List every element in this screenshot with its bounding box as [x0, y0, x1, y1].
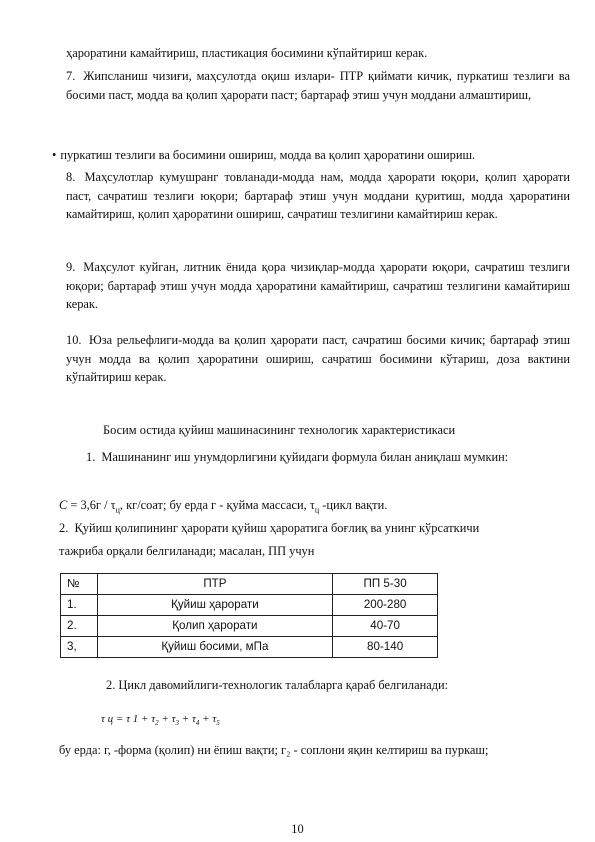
formula-text: , кг/соат; бу ерда г - қуйма массаси, τ: [119, 498, 315, 512]
item-number: 2.: [59, 521, 69, 535]
page-number: 10: [291, 822, 304, 836]
table-header-cell: ПП 5-30: [333, 574, 438, 595]
item-number: 9.: [66, 260, 76, 274]
table-cell: 200-280: [333, 595, 438, 616]
table-cell: Қолип ҳарорати: [97, 616, 333, 637]
table-row: [61, 595, 438, 616]
formula-subscript: 2: [155, 719, 159, 728]
item-number: 8.: [66, 170, 76, 184]
paragraph-text: Жипсланиш чизиғи, маҳсулотда оқиш излари- ПТР қиймати кичик, пуркатиш тезлиги ва босими паст, модда ва қолип ҳарорати паст; бартараф этиш учун моддани алмаштириш,: [66, 69, 570, 102]
paragraph-item-9: [66, 258, 570, 314]
formula-text: τ ц = τ 1 + τ: [101, 713, 156, 725]
table-cell: Қуйиш босими, мПа: [97, 637, 333, 658]
paragraph-item-10: [66, 331, 570, 387]
formula-subscript: ц: [115, 505, 120, 515]
paragraph-text: Юза рельефлиги-модда ва қолип ҳарорати паст, сачратиш босими кичик; бартараф этиш учун модда ва қолип ҳароратини ошириш, сачратиш босимини кўтариш, доза вактини кўпайтириш керак.: [66, 333, 571, 385]
bullet-item: [52, 146, 572, 165]
formula-subscript: 3: [175, 719, 180, 728]
table-cell: 40-70: [333, 616, 438, 637]
paragraph-item-7: [66, 67, 570, 104]
item-number: 7.: [66, 69, 76, 83]
formula-subscript: 5: [216, 719, 220, 728]
item-number: 10.: [66, 333, 82, 347]
item-number: 1.: [86, 450, 96, 464]
table-row: [61, 637, 438, 658]
formula-subscript: ц: [314, 505, 320, 515]
numbered-item-1: [86, 448, 570, 467]
paragraph-text: ҳароратини камайтириш, пластикация босимини кўпайтириш керак.: [66, 46, 428, 60]
formula-text: = 3,6г / τ: [67, 498, 116, 512]
table-cell: 1.: [61, 595, 98, 616]
formula-text: + τ: [158, 713, 176, 725]
paragraph-text: Машинанинг иш унумдорлигини қуйидаги формула билан аниқлаш мумкин:: [101, 450, 509, 464]
table-header-row: [61, 574, 438, 595]
definition-line: бу ерда: г, -форма (қолип) ни ёпиш вақти; г₂ - соплони яқин келтириш ва пуркаш;: [59, 743, 489, 757]
table-cell: 80-140: [333, 637, 438, 658]
table-cell: 3,: [61, 637, 98, 658]
paragraph-text: Қуйиш қолипининг ҳарорати қуйиш ҳароратига боғлиқ ва унинг кўрсаткичи: [74, 521, 480, 535]
cycle-heading: 2. Цикл давомийлиги-технологик талабларга қараб белгиланади:: [106, 678, 449, 692]
numbered-item-2-line1: [59, 519, 479, 538]
formula-variable: C: [59, 498, 68, 512]
numbered-item-2-line2: тажриба орқали белгиланади; масалан, ПП учун: [59, 544, 315, 558]
table-header-cell: №: [61, 574, 98, 595]
table-cell: 2.: [61, 616, 98, 637]
table-cell: Қуйиш ҳарорати: [97, 595, 333, 616]
section-heading: Босим остида қуйиш машинасининг технологик характеристикаси: [103, 423, 456, 437]
table-header-cell: ПТР: [97, 574, 333, 595]
formula-subscript: 4: [195, 719, 200, 728]
formula-text: + τ: [179, 713, 196, 725]
paragraph-item-8: [66, 168, 570, 224]
parameters-table: [60, 573, 438, 658]
cycle-formula: [101, 710, 220, 733]
paragraph-text: пуркатиш тезлиги ва босимини ошириш, модда ва қолип ҳароратини ошириш.: [60, 148, 476, 162]
productivity-formula: [59, 496, 387, 520]
bullet-icon: •: [52, 148, 57, 162]
paragraph-continuation: [66, 44, 570, 63]
formula-text: -цикл вақти.: [319, 498, 388, 512]
paragraph-text: Маҳсулот куйган, литник ёнида қора чизиқлар-модда ҳарорати юқори, сачратиш тезлиги юқори; бартараф этиш учун модда ҳароратини камайтириш, сачратиш тезлигини камайтириш керак.: [66, 260, 570, 312]
formula-text: + τ: [199, 713, 217, 725]
paragraph-text: Маҳсулотлар кумушранг товланади-модда нам, модда ҳарорати юқори, қолип ҳарорати паст, сачратиш тезлиги юқори; бартараф этиш учун моддани қуритиш, модда ҳароратини камайтириш, қолип ҳароратини ошириш, сачратиш тезлигини камайтириш керак.: [66, 170, 570, 222]
table-row: [61, 616, 438, 637]
